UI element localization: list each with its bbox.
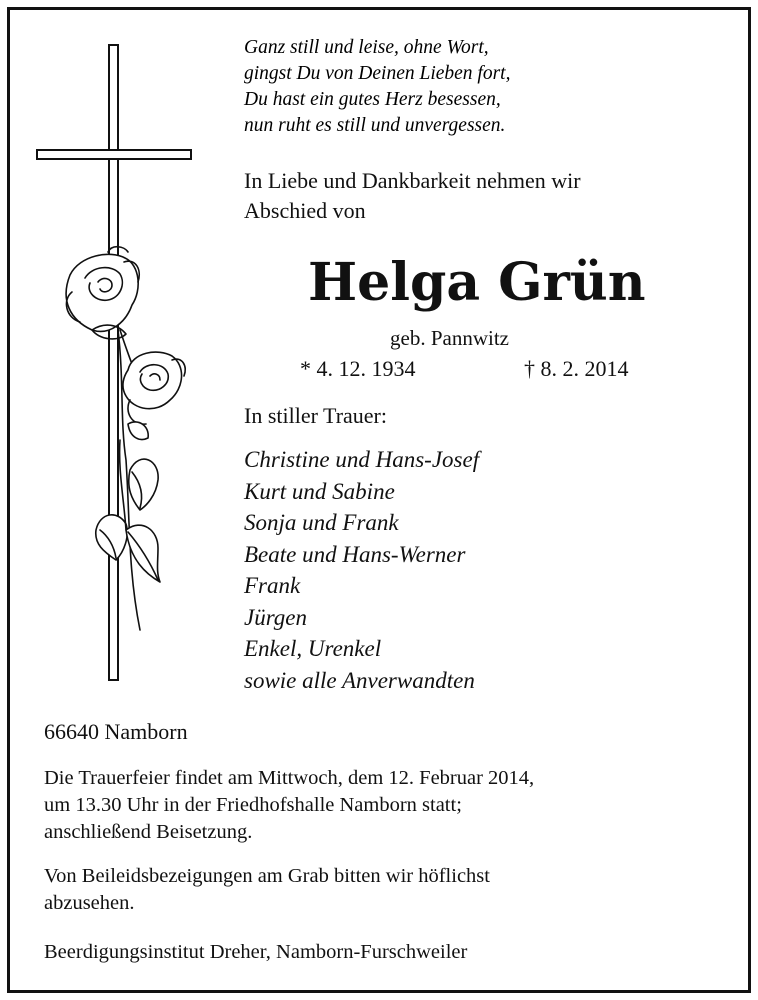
mourner: Frank — [244, 573, 301, 598]
mourner: Enkel, Urenkel — [244, 636, 382, 661]
condolence-line: abzusehen. — [44, 892, 135, 914]
mourner: Jürgen — [244, 604, 308, 630]
funeral-info-line: um 13.30 Uhr in der Friedhofshalle Namborn statt; — [44, 794, 462, 816]
cross-horizontal-beam — [37, 150, 191, 159]
maiden-name: geb. Pannwitz — [390, 326, 509, 350]
condolence-line: Von Beileidsbezeigungen am Grab bitten wir höflichst — [44, 865, 490, 887]
mourner: Beate und Hans-Werner — [244, 541, 466, 567]
intro-line: In Liebe und Dankbarkeit nehmen wir — [244, 168, 581, 193]
funeral-info-line: Die Trauerfeier findet am Mittwoch, dem 12. Februar 2014, — [44, 767, 535, 789]
intro-line: Abschied von — [244, 198, 366, 223]
birth-date: * 4. 12. 1934 — [300, 356, 416, 381]
poem-line: Du hast ein gutes Herz besessen, — [244, 89, 501, 110]
undertaker: Beerdigungsinstitut Dreher, Namborn-Furschweiler — [44, 941, 468, 963]
mourner: sowie alle Anverwandten — [244, 667, 475, 693]
mourner: Sonja und Frank — [244, 510, 399, 535]
poem-line: Ganz still und leise, ohne Wort, — [244, 37, 489, 58]
intro-text — [244, 166, 581, 226]
poem-line: gingst Du von Deinen Lieben fort, — [244, 63, 511, 84]
mourners-list — [244, 444, 479, 696]
poem-line: nun ruht es still und unvergessen. — [244, 115, 506, 136]
deceased-name: Helga Grün — [308, 252, 646, 313]
funeral-info-line: anschließend Beisetzung. — [44, 821, 253, 843]
death-date: † 8. 2. 2014 — [524, 356, 629, 381]
leaf-icon — [96, 515, 128, 560]
rose-upper-icon — [66, 247, 139, 339]
condolence-note — [44, 863, 490, 917]
location: 66640 Namborn — [44, 719, 188, 744]
mourner: Christine und Hans-Josef — [244, 447, 480, 472]
mourning-heading: In stiller Trauer: — [244, 403, 387, 428]
leaf-icon — [129, 459, 158, 510]
cross-vertical-beam — [109, 45, 118, 680]
funeral-info — [44, 765, 534, 846]
rose-lower-icon — [123, 352, 185, 424]
poem — [244, 35, 510, 139]
mourner: Kurt und Sabine — [244, 478, 395, 504]
